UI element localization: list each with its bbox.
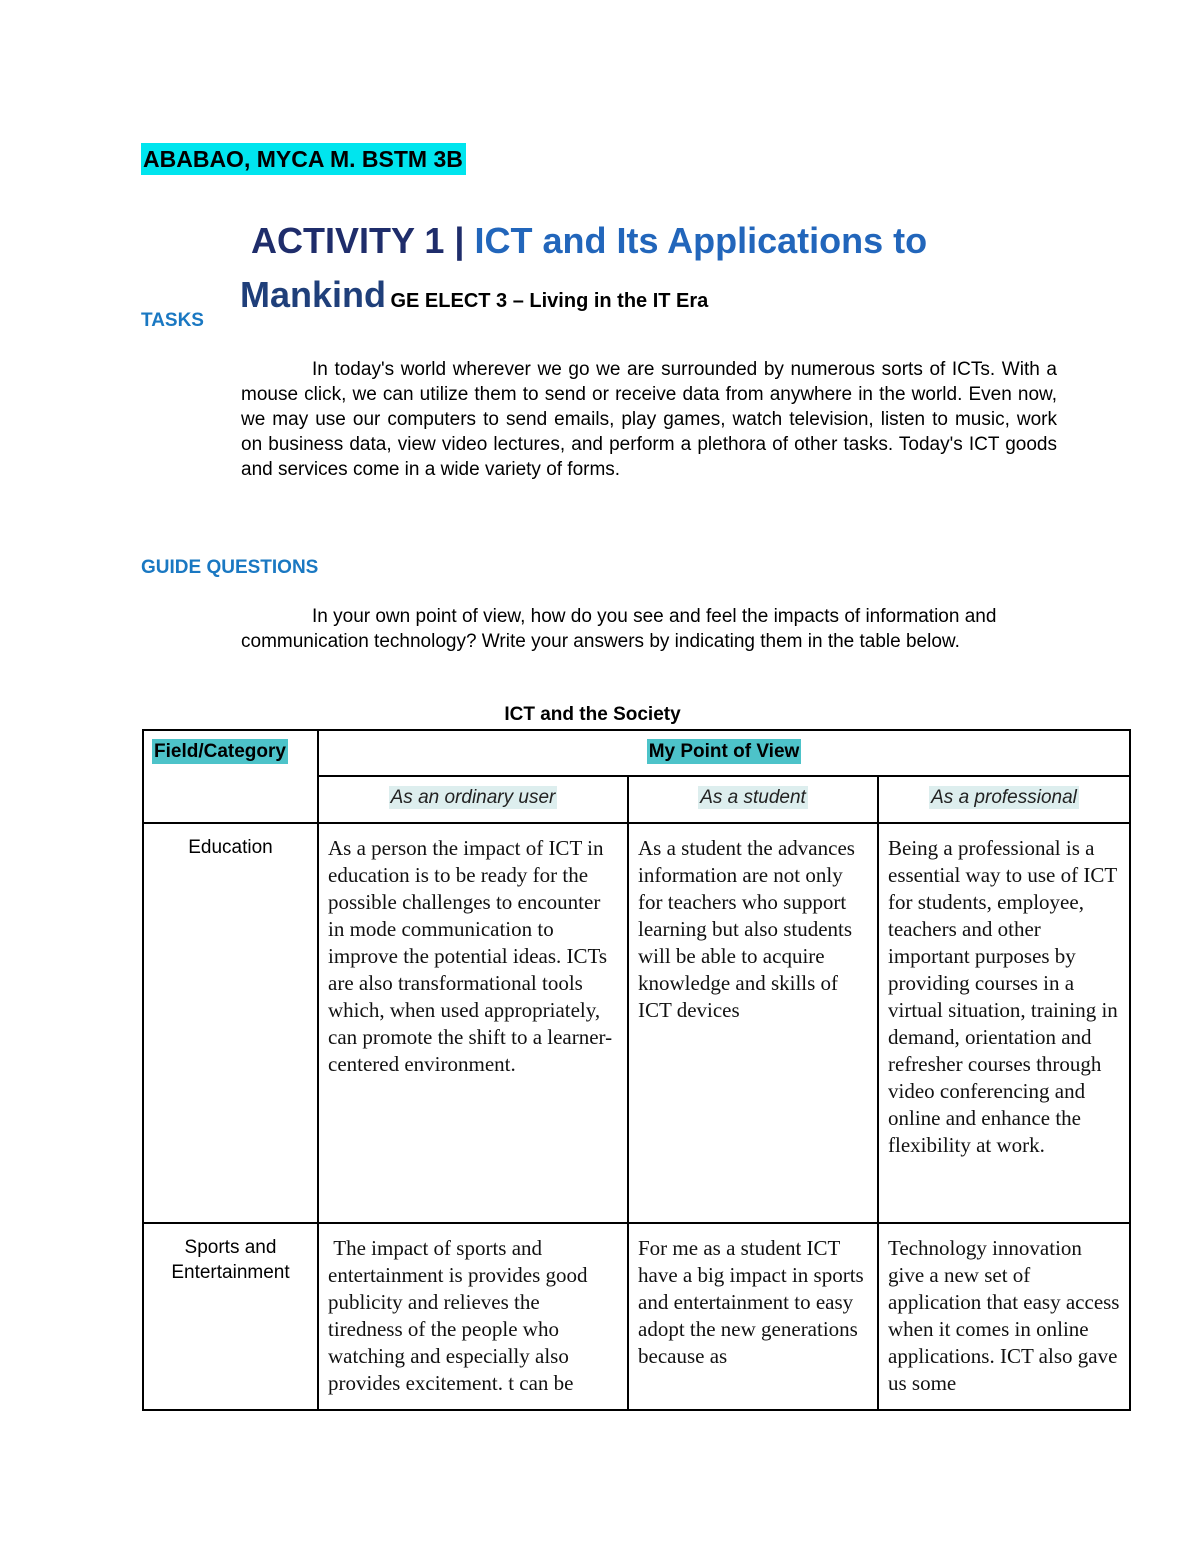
field-education: Education bbox=[143, 823, 318, 1223]
answer-education-user: As a person the impact of ICT in education is to be ready for the possible challenges to encounter in mode communication to improve the potential ideas. ICTs are also transformational tools which, when used appropriately, can promote the shift to a learner-centered environment. bbox=[318, 823, 628, 1223]
student-name: ABABAO, MYCA M. BSTM 3B bbox=[141, 143, 466, 175]
guide-questions-heading: GUIDE QUESTIONS bbox=[141, 557, 319, 578]
answer-sports-student: For me as a student ICT have a big impact in sports and entertainment to easy adopt the new generations because as bbox=[628, 1223, 878, 1410]
subheader-ordinary-user bbox=[318, 776, 628, 823]
subheader-ordinary-user-label: As an ordinary user bbox=[390, 787, 556, 808]
subheader-student bbox=[628, 776, 878, 823]
point-of-view-label: My Point of View bbox=[648, 741, 800, 762]
table-row bbox=[143, 1223, 1130, 1410]
subheader-professional bbox=[878, 776, 1130, 823]
field-category-header bbox=[143, 730, 318, 823]
tasks-paragraph-text: In today's world wherever we go we are surrounded by numerous sorts of ICTs. With a mouse click, we can utilize them to send or receive data from anywhere in the world. Even now, we may use our computers to send emails, play games, watch television, listen to music, work on business data, view video lectures, and perform a plethora of other tasks. Today's ICT goods and services come in a wide variety of forms. bbox=[241, 359, 1057, 480]
answer-sports-professional: Technology innovation give a new set of application that easy access when it comes in online applications. ICT also gave us some bbox=[878, 1223, 1130, 1410]
field-category-label: Field/Category bbox=[154, 741, 286, 762]
answer-education-professional: Being a professional is a essential way to use of ICT for students, employee, teachers and other important purposes by providing courses in a virtual situation, training in demand, orientation and refresher courses through video conferencing and online and enhance the flexibility at work. bbox=[878, 823, 1130, 1223]
field-sports-entertainment: Sports and Entertainment bbox=[143, 1223, 318, 1410]
table-row bbox=[143, 823, 1130, 1223]
activity-topic: ICT and Its Applications to bbox=[474, 220, 928, 261]
ict-society-table bbox=[142, 729, 1131, 1411]
answer-education-student: As a student the advances information are not only for teachers who support learning but also students will be able to acquire knowledge and skills of ICT devices bbox=[628, 823, 878, 1223]
tasks-heading: TASKS bbox=[141, 310, 204, 331]
activity-label: ACTIVITY 1 | bbox=[251, 220, 475, 261]
activity-topic-cont: Mankind bbox=[240, 274, 387, 315]
subheader-professional-label: As a professional bbox=[931, 787, 1077, 808]
course-label: GE ELECT 3 – Living in the IT Era bbox=[390, 290, 709, 312]
tasks-paragraph bbox=[241, 357, 1057, 482]
point-of-view-header bbox=[318, 730, 1130, 776]
subheader-student-label: As a student bbox=[700, 787, 806, 808]
activity-title bbox=[240, 218, 1140, 326]
guide-paragraph bbox=[241, 604, 1041, 654]
answer-sports-user: The impact of sports and entertainment is provides good publicity and relieves the tiredness of the people who watching and especially also provides excitement. t can be bbox=[318, 1223, 628, 1410]
table-caption: ICT and the Society bbox=[504, 704, 681, 725]
guide-paragraph-text: In your own point of view, how do you see and feel the impacts of information and communication technology? Write your answers by indicating them in the table below. bbox=[241, 606, 997, 652]
